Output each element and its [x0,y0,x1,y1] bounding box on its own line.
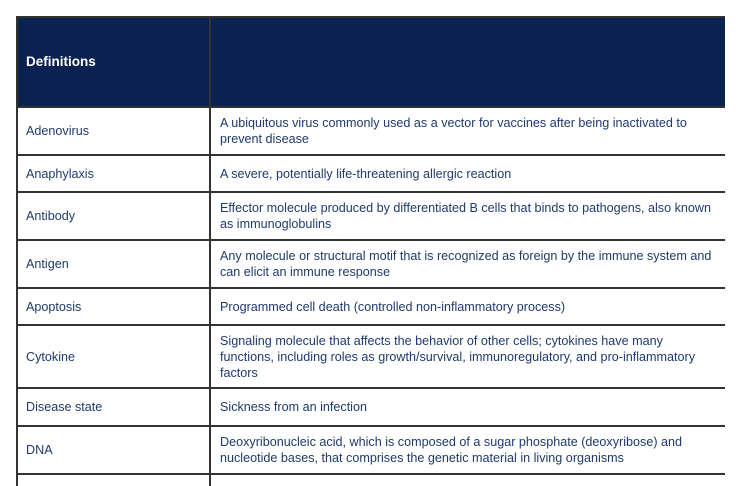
table-row [17,474,725,486]
definition-cell: A severe, potentially life-threatening allergic reaction [210,155,725,192]
term-cell: Cytokine [17,325,210,388]
definition-cell: Deoxyribonucleic acid, which is composed of a sugar phosphate (deoxyribose) and nucleotide bases, that comprises the genetic material in living organisms [210,426,725,474]
term-cell: Antigen [17,240,210,288]
definition-cell: Signaling molecule that affects the behavior of other cells; cytokines have many functions, including roles as growth/survival, immunoregulatory, and pro-inflammatory factors [210,325,725,388]
table-row [17,240,725,288]
definitions-table [16,16,725,486]
definition-cell: Effector molecule produced by differentiated B cells that binds to pathogens, also known as immunoglobulins [210,192,725,240]
definition-cell: A ubiquitous virus commonly used as a vector for vaccines after being inactivated to prevent disease [210,107,725,155]
definition-cell: Sickness from an infection [210,388,725,426]
term-cell [17,474,210,486]
definition-cell [210,474,725,486]
definition-cell: Any molecule or structural motif that is recognized as foreign by the immune system and can elicit an immune response [210,240,725,288]
term-cell: DNA [17,426,210,474]
table-row [17,155,725,192]
table-row [17,388,725,426]
table-row [17,107,725,155]
term-cell: Anaphylaxis [17,155,210,192]
table-row [17,288,725,325]
header-definitions: Definitions [17,17,210,107]
document-page [16,16,725,486]
term-cell: Apoptosis [17,288,210,325]
header-blank [210,17,725,107]
table-row [17,426,725,474]
term-cell: Disease state [17,388,210,426]
table-row [17,325,725,388]
table-row [17,192,725,240]
definition-cell: Programmed cell death (controlled non-inflammatory process) [210,288,725,325]
term-cell: Antibody [17,192,210,240]
term-cell: Adenovirus [17,107,210,155]
table-header-row [17,17,725,107]
